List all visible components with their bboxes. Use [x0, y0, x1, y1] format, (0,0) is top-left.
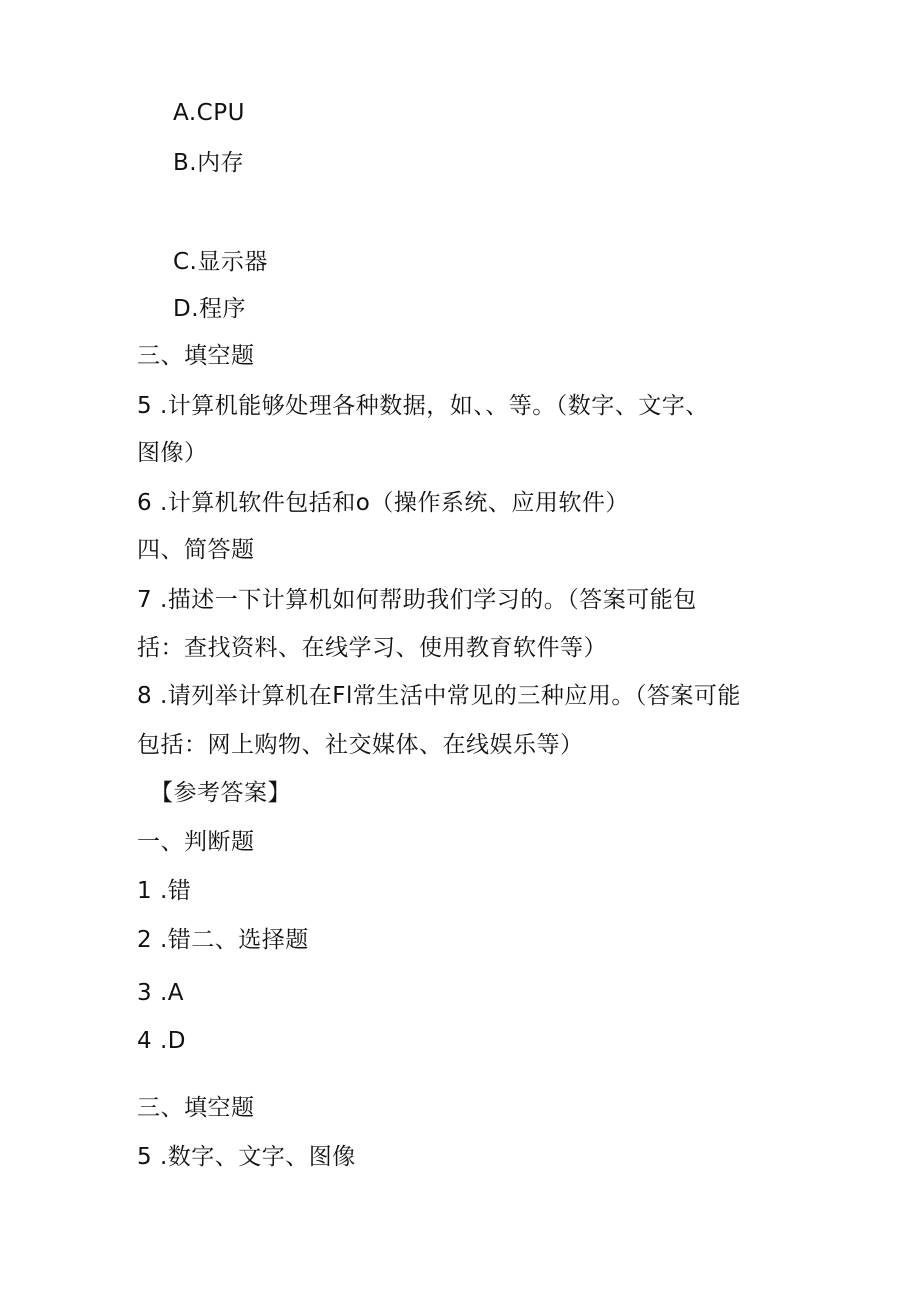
option-c: C.显示器: [173, 249, 268, 275]
answer-2: 2 .错二、选择题: [137, 927, 309, 953]
answer-1: 1 .错: [137, 878, 192, 904]
answer-3: 3 .A: [137, 980, 184, 1006]
section-heading-fill-blank: 三、填空题: [137, 343, 255, 369]
question-8-line-1: 8 .请列举计算机在Fl常生活中常见的三种应用。（答案可能: [137, 683, 741, 709]
answers-section-true-false: 一、判断题: [137, 829, 255, 855]
answer-4: 4 .D: [137, 1028, 186, 1054]
answers-section-fill-blank: 三、填空题: [137, 1095, 255, 1121]
question-6: 6 .计算机软件包括和o（操作系统、应用软件）: [137, 490, 629, 516]
question-8-line-2: 包括：网上购物、社交媒体、在线娱乐等）: [137, 732, 584, 758]
option-d: D.程序: [173, 296, 247, 322]
question-5-line-2: 图像）: [137, 440, 208, 466]
question-7-line-2: 括：查找资料、在线学习、使用教育软件等）: [137, 635, 607, 661]
section-heading-short-answer: 四、简答题: [137, 537, 255, 563]
option-b: B.内存: [173, 150, 245, 176]
option-a: A.CPU: [173, 100, 245, 126]
answers-title: 【参考答案】: [150, 780, 291, 806]
question-7-line-1: 7 .描述一下计算机如何帮助我们学习的。（答案可能包: [137, 587, 697, 613]
question-5-line-1: 5 .计算机能够处理各种数据，如、、等。（数字、文字、: [137, 393, 709, 419]
answer-5: 5 .数字、文字、图像: [137, 1144, 356, 1170]
